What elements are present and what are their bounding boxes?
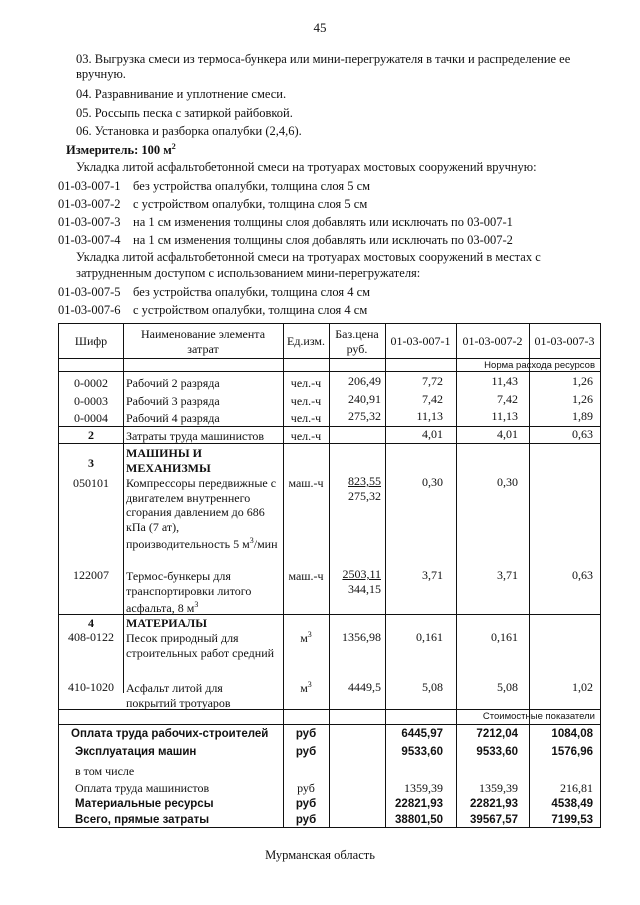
- row-value-1: 7,72: [422, 374, 443, 388]
- row-value-3: 1,89: [572, 409, 593, 423]
- row-unit-text: м: [300, 681, 308, 695]
- measurer: [66, 142, 176, 158]
- row-value-2: 7,42: [497, 392, 518, 406]
- row-value-2: 11,13: [491, 409, 518, 423]
- step-06: 06. Установка и разборка опалубки (2,4,6).: [76, 124, 302, 138]
- row-value-3: 1,26: [572, 392, 593, 406]
- total-value-3: 1084,08: [551, 728, 593, 740]
- row-unit-text: м: [300, 631, 308, 645]
- total-unit: руб: [295, 798, 317, 810]
- total-value-3: 4538,49: [551, 798, 593, 810]
- row-name: Рабочий 2 разряда: [126, 376, 220, 390]
- cost-label: Стоимостные показатели: [482, 711, 595, 722]
- code-id: 01-03-007-4: [58, 233, 121, 247]
- row-unit: чел.-ч: [290, 411, 322, 425]
- code-desc: на 1 см изменения толщины слоя добавлять или исключать по 03-007-2: [133, 233, 513, 247]
- row-unit: маш.-ч: [288, 569, 324, 583]
- row-name: [126, 569, 276, 616]
- measurer-sup: 2: [171, 142, 176, 151]
- row-divider: [59, 371, 600, 372]
- total-unit: руб: [297, 781, 315, 795]
- row-value-2: 0,161: [491, 630, 518, 644]
- row-name: Песок природный для строительных работ средний: [126, 631, 275, 660]
- row-name-sup: 3: [194, 600, 199, 609]
- header-name: Наименование элемента затрат: [140, 327, 266, 356]
- code-id: 01-03-007-1: [58, 179, 121, 193]
- row-code: 0-0002: [74, 376, 108, 390]
- row-code: 0-0004: [74, 411, 108, 425]
- row-code: 408-0122: [68, 630, 114, 644]
- row-value-2: 5,08: [497, 680, 518, 694]
- total-value-1: 38801,50: [395, 814, 443, 826]
- resource-table: [58, 323, 601, 828]
- row-price: 2503,11: [342, 567, 381, 581]
- code-desc: с устройством опалубки, толщина слоя 5 см: [133, 197, 368, 211]
- row-code: 410-1020: [68, 680, 114, 694]
- total-subheading: в том числе: [75, 764, 135, 778]
- row-value-2: 0,30: [497, 475, 518, 489]
- row-value-1: 4,01: [422, 427, 443, 441]
- row-unit: чел.-ч: [290, 429, 322, 443]
- code-id: 01-03-007-5: [58, 285, 121, 299]
- row-value-1: 11,13: [416, 409, 443, 423]
- header-col2: 01-03-007-2: [462, 334, 523, 348]
- intro-mini-loader: Укладка литой асфальтобетонной смеси на тротуарах мостовых сооружений в местах с затрудненным доступом с использованием мини-перегружателя:: [76, 250, 541, 280]
- row-name-text: Компрессоры передвижные с двигателем внутреннего сгорания давлением до 686 кПа (7 ат), производительность 5 м: [126, 476, 277, 551]
- row-name: Асфальт литой для покрытий тротуаров: [126, 681, 231, 710]
- total-name: Оплата труда машинистов: [75, 781, 210, 795]
- row-value-1: 7,42: [422, 392, 443, 406]
- total-value-3: 1576,96: [551, 746, 593, 758]
- total-value-1: 22821,93: [395, 798, 443, 810]
- code-line: [58, 303, 367, 318]
- row-value-2: 4,01: [497, 427, 518, 441]
- row-price: 4449,5: [348, 680, 381, 694]
- row-price: 1356,98: [342, 630, 381, 644]
- code-line: [58, 179, 370, 194]
- row-code: 0-0003: [74, 394, 108, 408]
- row-price: 823,55: [348, 474, 381, 488]
- header-unit: Ед.изм.: [286, 334, 326, 348]
- row-name: Рабочий 3 разряда: [126, 394, 220, 408]
- row-value-2: 11,43: [491, 374, 518, 388]
- row-value-1: 0,30: [422, 475, 443, 489]
- total-value-2: 7212,04: [476, 728, 518, 740]
- norm-label: Норма расхода ресурсов: [484, 360, 595, 371]
- row-value-3: 0,63: [572, 568, 593, 582]
- row-divider: [59, 358, 600, 359]
- total-unit: руб: [295, 728, 317, 740]
- row-code: 122007: [73, 568, 109, 582]
- step-03: 03. Выгрузка смеси из термоса-бункера или мини-перегружателя в тачки и распределение ее вручную.: [76, 52, 571, 81]
- row-value-1: 0,161: [416, 630, 443, 644]
- code-line: [58, 233, 513, 248]
- row-price-secondary: 275,32: [348, 489, 381, 503]
- row-value-3: 0,63: [572, 427, 593, 441]
- row-value-1: 3,71: [422, 568, 443, 582]
- header-price: Баз.цена руб.: [335, 327, 379, 356]
- total-value-3: 7199,53: [551, 814, 593, 826]
- row-price: 240,91: [348, 392, 381, 406]
- header-col1: 01-03-007-1: [390, 334, 451, 348]
- row-price: 275,32: [348, 409, 381, 423]
- row-name-tail: /мин: [253, 537, 278, 551]
- row-divider: [59, 724, 600, 725]
- total-value-3: 216,81: [560, 781, 593, 795]
- page-number: 45: [313, 20, 327, 35]
- row-name: Затраты труда машинистов: [126, 429, 265, 443]
- row-name-sup: 3: [249, 536, 254, 545]
- header-code: Шифр: [74, 334, 108, 348]
- code-desc: без устройства опалубки, толщина слоя 5 см: [133, 179, 371, 193]
- row-name: [126, 476, 282, 552]
- row-name: Рабочий 4 разряда: [126, 411, 220, 425]
- row-value-2: 3,71: [497, 568, 518, 582]
- code-id: 01-03-007-3: [58, 215, 121, 229]
- row-code: 050101: [73, 476, 109, 490]
- total-value-2: 39567,57: [470, 814, 518, 826]
- section-title: МАШИНЫ И МЕХАНИЗМЫ: [126, 446, 211, 475]
- total-value-1: 6445,97: [401, 728, 443, 740]
- total-value-2: 9533,60: [476, 746, 518, 758]
- total-value-1: 9533,60: [401, 746, 443, 758]
- measurer-label: Измеритель: 100 м: [66, 143, 172, 158]
- row-unit: [283, 680, 329, 696]
- code-line: [58, 285, 370, 300]
- code-line: [58, 215, 513, 230]
- col-divider: [123, 324, 124, 693]
- code-id: 01-03-007-2: [58, 197, 121, 211]
- total-name: Оплата труда рабочих-строителей: [71, 728, 269, 740]
- row-name-text: Термос-бункеры для транспортировки литого асфальта, 8 м: [126, 569, 252, 615]
- code-line: [58, 197, 367, 212]
- row-unit-sup: 3: [307, 680, 312, 689]
- code-id: 01-03-007-6: [58, 303, 121, 317]
- row-value-1: 5,08: [422, 680, 443, 694]
- row-value-3: 1,02: [572, 680, 593, 694]
- total-unit: руб: [295, 814, 317, 826]
- row-code: 2: [88, 428, 94, 442]
- code-desc: на 1 см изменения толщины слоя добавлять или исключать по 03-007-1: [133, 215, 513, 229]
- total-value-2: 22821,93: [470, 798, 518, 810]
- region-footer: Мурманская область: [265, 848, 375, 862]
- section-title: МАТЕРИАЛЫ: [126, 616, 207, 630]
- section-code: 3: [88, 456, 94, 470]
- total-value-2: 1359,39: [479, 781, 518, 795]
- total-name: Эксплуатация машин: [75, 746, 197, 758]
- code-desc: без устройства опалубки, толщина слоя 4 см: [133, 285, 371, 299]
- total-name: Всего, прямые затраты: [75, 814, 210, 826]
- intro-manual: Укладка литой асфальтобетонной смеси на тротуарах мостовых сооружений вручную:: [76, 160, 537, 174]
- row-divider: [59, 426, 600, 427]
- row-value-3: 1,26: [572, 374, 593, 388]
- row-unit: чел.-ч: [290, 376, 322, 390]
- code-desc: с устройством опалубки, толщина слоя 4 см: [133, 303, 368, 317]
- header-col3: 01-03-007-3: [534, 334, 595, 348]
- step-05: 05. Россыпь песка с затиркой райбовкой.: [76, 106, 293, 120]
- section-code: 4: [88, 616, 94, 630]
- row-unit: маш.-ч: [288, 476, 324, 490]
- step-04: 04. Разравнивание и уплотнение смеси.: [76, 87, 287, 101]
- total-unit: руб: [295, 746, 317, 758]
- row-unit: чел.-ч: [290, 394, 322, 408]
- total-value-1: 1359,39: [404, 781, 443, 795]
- row-unit-sup: 3: [307, 630, 312, 639]
- row-unit: [283, 630, 329, 646]
- row-price: 206,49: [348, 374, 381, 388]
- row-price-secondary: 344,15: [348, 582, 381, 596]
- total-name: Материальные ресурсы: [75, 798, 214, 810]
